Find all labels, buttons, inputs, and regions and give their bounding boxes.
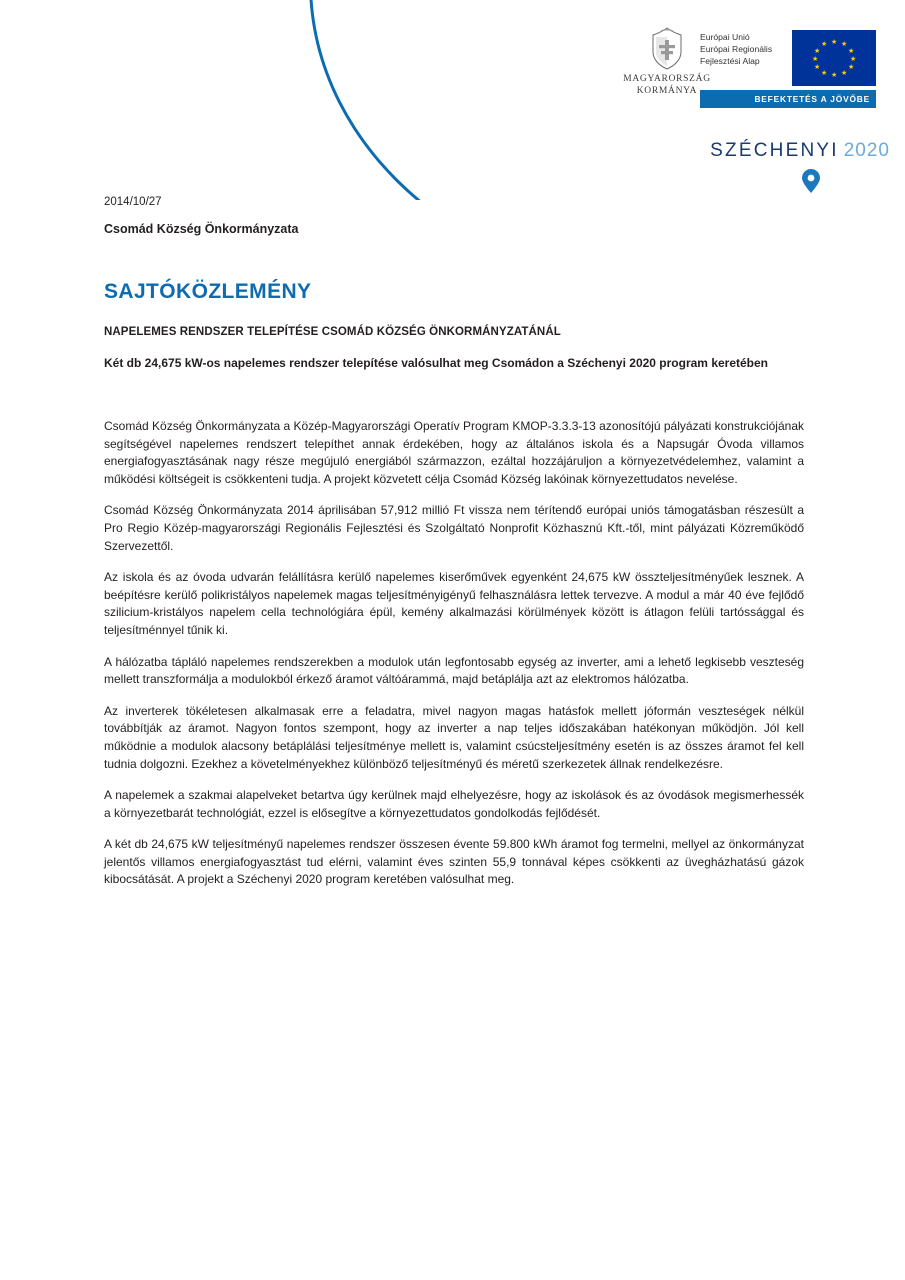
szechenyi-logo	[690, 140, 890, 162]
eu-text-line-3: Fejlesztési Alap	[700, 56, 760, 66]
eu-text-line-2: Európai Regionális	[700, 44, 773, 54]
document-content	[104, 196, 804, 903]
body-paragraph: A két db 24,675 kW teljesítményű napelemes rendszer összesen évente 59.800 kWh áramot fog termelni, mellyel az önkormányzat jelentős villamos energiafogyasztást tud elérni, valamint éves szinten 55,9 tonnával képes csökkenti az üvegházhatású gázok kibocsátását. A projekt a Széchenyi 2020 program keretében valósulhat meg.	[104, 837, 804, 887]
eu-flag-icon: ★ ★ ★ ★ ★ ★ ★ ★ ★ ★ ★ ★	[792, 30, 876, 86]
government-logo-line-2: KORMÁNYA	[636, 85, 698, 96]
eu-logo-block	[700, 30, 885, 108]
body-paragraph: A napelemek a szakmai alapelveket betartva úgy kerülnek majd elhelyezésre, hogy az iskolások és az óvodások megismerhessék a környezetbarát technológiát, ezzel is elősegítve a környezettudatos gondolkodás fejlődését.	[104, 788, 804, 820]
eu-text-line-1: Európai Unió	[700, 32, 750, 42]
szechenyi-word: SZÉCHENYI	[710, 140, 839, 161]
body-paragraph: Az inverterek tökéletesen alkalmasak erre a feladatra, mivel nagyon magas hatásfok mellett jóformán veszteségek nélkül továbbítják az áramot. Nagyon fontos szempont, hogy az inverter a nap teljes időszakában hatékonyan működjön. Jól kell működnie a modulok alacsony betáplálási teljesítménye mellett is, valamint csúcsteljesítmény esetén is az összes áramot fel kell tudnia dolgozni. Ezekhez a követelményekhez különböző teljesítményű és méretű szerkezetek állnak rendelkezésre.	[104, 703, 804, 771]
body-paragraph: Csomád Község Önkormányzata 2014 áprilisában 57,912 millió Ft vissza nem térítendő európai uniós támogatásban részesült a Pro Regio Közép-magyarországi Regionális Fejlesztési és Szolgáltató Nonprofit Közhasznú Kft.-től, mint pályázati Közreműködő Szervezettől.	[104, 503, 804, 553]
document-organization: Csomád Község Önkormányzata	[104, 222, 299, 236]
location-pin-icon	[798, 168, 824, 194]
page-title: SAJTÓKÖZLEMÉNY	[104, 280, 312, 303]
eu-fund-text	[700, 30, 792, 67]
hungary-coat-of-arms-icon	[650, 26, 684, 70]
document-date: 2014/10/27	[104, 196, 162, 208]
szechenyi-number: 2020	[843, 140, 890, 161]
body-paragraph: Csomád Község Önkormányzata a Közép-Magyarországi Operatív Program KMOP-3.3.3-13 azonosítójú pályázati konstrukciójának segítségével napelemes rendszert telepíthet annak érdekében, hogy az általános iskola és a Napsugár Óvoda villamos energiafogyasztásának nagy része megújuló energiából származzon, ezáltal hozzájáruljon a környezetvédelemhez, valamint a működési költségeit is csökkenteni tudja. A projekt közvetett célja Csomád Község lakóinak környezettudatos nevelése.	[104, 419, 804, 486]
eu-ribbon-label: BEFEKTETÉS A JÖVŐBE	[700, 90, 876, 108]
body-paragraph: A hálózatba tápláló napelemes rendszerekben a modulok után legfontosabb egység az inverter, ami a lehető legkisebb veszteség mellett transzformálja a modulokból érkező áramot váltóárammá, majd betáplálja azt az elektromos hálózatba.	[104, 654, 804, 687]
body-paragraph: Az iskola és az óvoda udvarán felállításra kerülő napelemes kiserőművek egyenként 24,675 kW összteljesítményűek lesznek. A beépítésre kerülő polikristályos napelemek magas teljesítményigényű felhasználásra lettek tervezve. A modul a már 40 éve fejlődő szilicium-kristályos napelem cella technológiára épül, kemény alkalmazási körülmények között is átlagon felüli tartóssággal és teljesítménnyel tűnik ki.	[104, 570, 804, 637]
document-lead: Két db 24,675 kW-os napelemes rendszer telepítése valósulhat meg Csomádon a Széchenyi 2020 program keretében	[104, 356, 769, 370]
page-header	[0, 0, 905, 200]
government-logo-line-1: MAGYARORSZÁG	[623, 74, 711, 84]
document-subtitle: NAPELEMES RENDSZER TELEPÍTÉSE CSOMÁD KÖZSÉG ÖNKORMÁNYZATÁNÁL	[104, 326, 561, 338]
